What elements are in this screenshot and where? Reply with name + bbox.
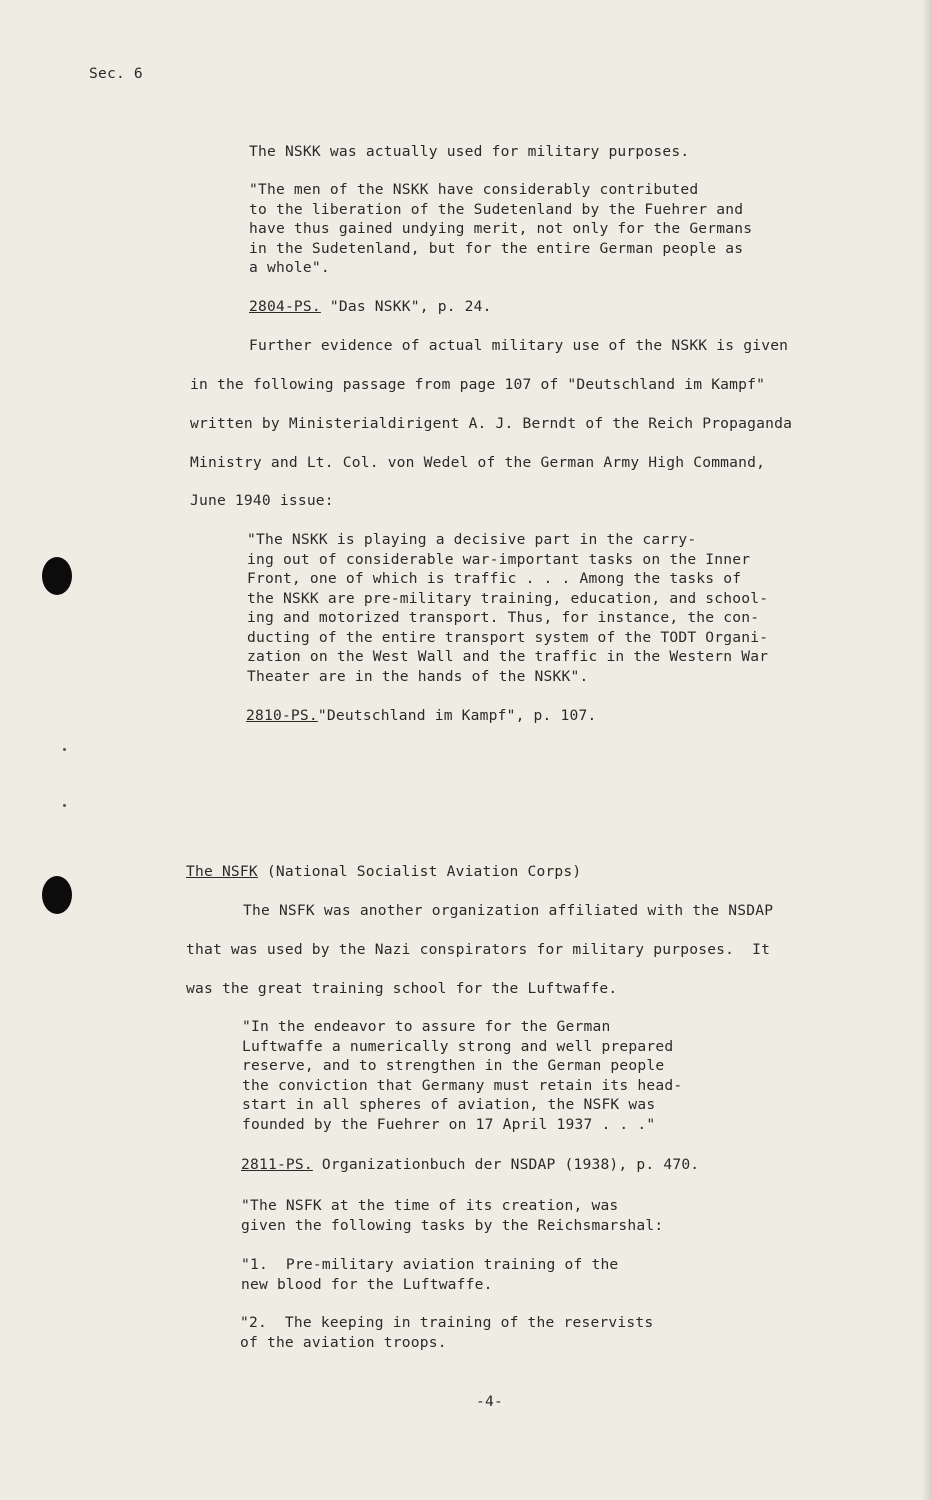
citation-text: "Deutschland im Kampf", p. 107.: [317, 707, 597, 724]
citation-3: [241, 1155, 699, 1175]
task-item-1-line: new blood for the Luftwaffe.: [241, 1275, 493, 1293]
quote2-line: ducting of the entire transport system of the TODT Organi-: [247, 628, 769, 646]
quote3-line: reserve, and to strengthen in the German people: [242, 1057, 665, 1074]
quote1-line: in the Sudetenland, but for the entire German people as: [249, 239, 744, 257]
quote2-line: ing out of considerable war-important tasks on the Inner: [247, 550, 751, 568]
evidence-line: Ministry and Lt. Col. von Wedel of the German Army High Command,: [190, 454, 766, 471]
citation-2: [246, 706, 596, 726]
quote1-line: have thus gained undying merit, not only for the Germans: [249, 220, 753, 237]
quote1-line: a whole".: [249, 259, 330, 276]
citation-ref: 2811-PS.: [241, 1156, 313, 1173]
nsfk-paragraph-line: was the great training school for the Luftwaffe.: [186, 980, 618, 997]
nsfk-heading-rest: (National Socialist Aviation Corps): [257, 863, 582, 880]
intro-paragraph: The NSKK was actually used for military purposes.: [249, 143, 690, 160]
evidence-line: in the following passage from page 107 of "Deutschland im Kampf": [190, 376, 766, 393]
quote2-line: Front, one of which is traffic . . . Among the tasks of: [247, 570, 742, 587]
task-item-2-line: of the aviation troops.: [240, 1333, 447, 1351]
speck-mark: [63, 804, 66, 807]
task-item-2-line: "2. The keeping in training of the reservists: [240, 1314, 654, 1331]
speck-mark: [63, 748, 66, 751]
page-edge-shadow: [922, 0, 932, 1500]
quote3-line: "In the endeavor to assure for the German: [242, 1018, 611, 1035]
nsfk-heading-title: The NSFK: [186, 863, 258, 880]
evidence-line: written by Ministerialdirigent A. J. Berndt of the Reich Propaganda: [190, 415, 793, 432]
quote4-line: given the following tasks by the Reichsmarshal:: [241, 1216, 664, 1234]
evidence-line: June 1940 issue:: [190, 492, 334, 509]
citation-ref: 2810-PS.: [246, 707, 318, 724]
nsfk-paragraph-line: The NSFK was another organization affiliated with the NSDAP: [243, 902, 774, 919]
nsfk-paragraph-line: that was used by the Nazi conspirators for military purposes. It: [186, 941, 771, 958]
citation-ref: 2804-PS.: [249, 298, 321, 315]
punch-hole-upper: [42, 557, 72, 595]
quote2-line: zation on the West Wall and the traffic in the Western War: [247, 648, 769, 665]
page-number: -4-: [476, 1393, 503, 1410]
quote2-line: the NSKK are pre-military training, education, and school-: [247, 589, 769, 607]
quote1-line: "The men of the NSKK have considerably contributed: [249, 181, 699, 198]
quote2-line: ing and motorized transport. Thus, for instance, the con-: [247, 609, 760, 626]
quote3-line: the conviction that Germany must retain its head-: [242, 1076, 683, 1094]
quote2-line: "The NSKK is playing a decisive part in the carry-: [247, 531, 697, 548]
evidence-line: Further evidence of actual military use of the NSKK is given: [249, 337, 789, 354]
quote1-line: to the liberation of the Sudetenland by the Fuehrer and: [249, 200, 744, 218]
quote3-line: founded by the Fuehrer on 17 April 1937 . . .": [242, 1115, 656, 1133]
citation-1: [249, 297, 492, 317]
quote3-line: Luftwaffe a numerically strong and well prepared: [242, 1037, 674, 1055]
citation-text: "Das NSKK", p. 24.: [320, 298, 492, 315]
punch-hole-lower: [42, 876, 72, 914]
task-item-1-line: "1. Pre-military aviation training of the: [241, 1256, 619, 1273]
section-label: Sec. 6: [89, 65, 143, 82]
citation-text: Organizationbuch der NSDAP (1938), p. 470.: [312, 1156, 700, 1173]
quote4-line: "The NSFK at the time of its creation, was: [241, 1197, 619, 1214]
nsfk-heading: [186, 862, 581, 882]
quote3-line: start in all spheres of aviation, the NSFK was: [242, 1096, 656, 1113]
quote2-line: Theater are in the hands of the NSKK".: [247, 667, 589, 685]
